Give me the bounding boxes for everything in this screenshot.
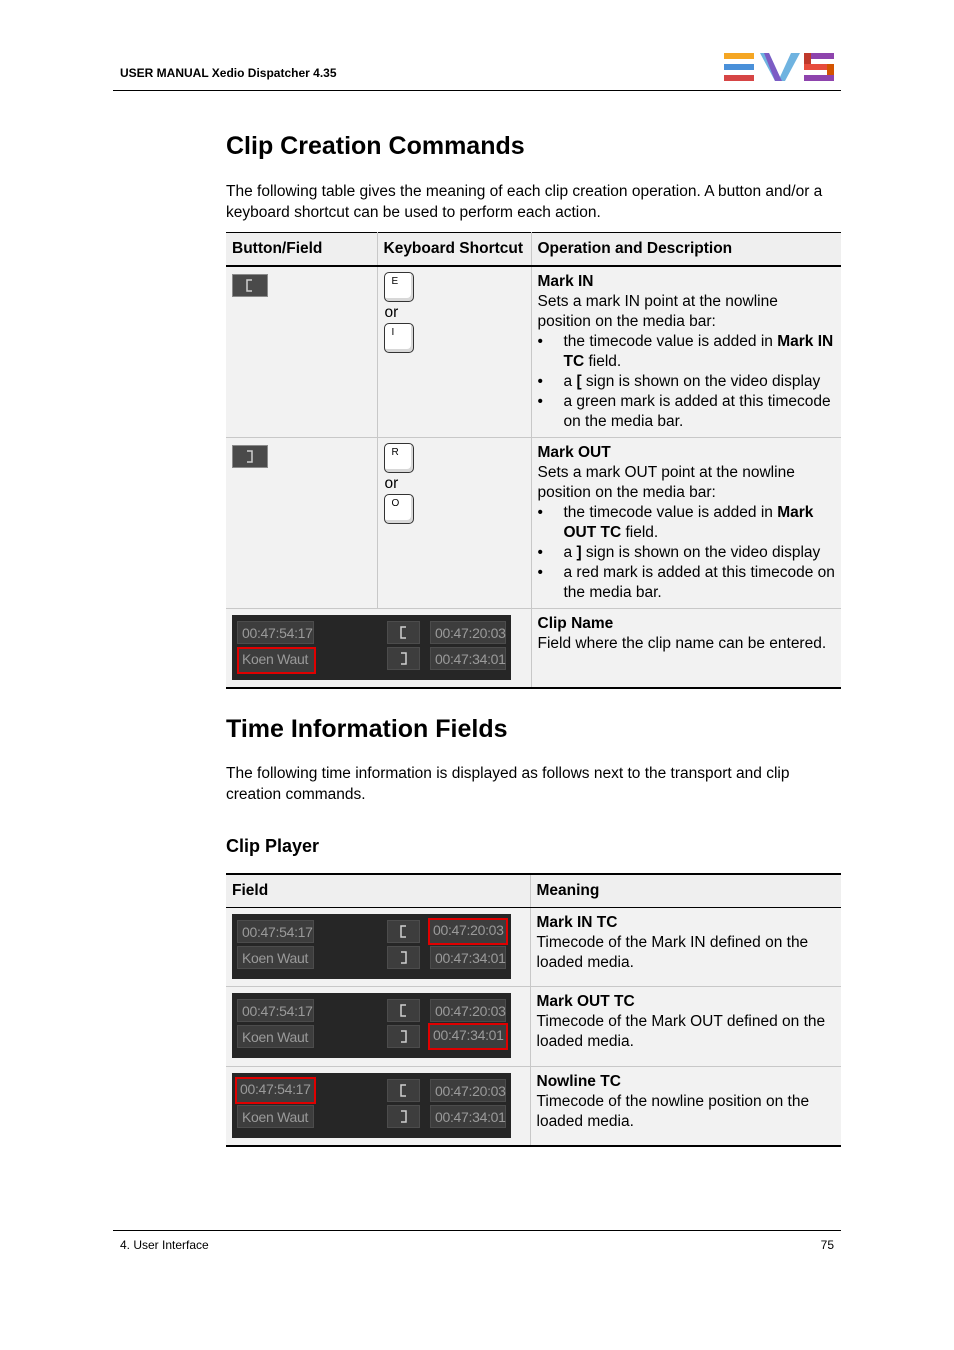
header-title: USER MANUAL Xedio Dispatcher 4.35 [120,66,337,80]
section-intro-clip-creation: The following table gives the meaning of each clip creation operation. A button and/or a keyboard shortcut can be used to perform each action. [226,183,823,221]
keyboard-key-e: E [384,272,414,302]
table-row [226,608,841,688]
operation-description: Sets a mark OUT point at the nowline position on the media bar: [537,463,795,501]
operation-bullets [538,332,836,432]
field-meaning: Timecode of the nowline position on the loaded media. [536,1092,810,1130]
table-header-row [226,874,841,907]
list-item: • the timecode value is added in Mark IN TC field. [538,332,836,372]
column-header: Button/Field [226,233,377,266]
time-information-table [226,873,841,1147]
nowline-tc-field: 00:47:54:17 [237,999,314,1022]
list-item: • a [ sign is shown on the video display [538,372,836,392]
mark-out-button[interactable] [387,647,420,670]
mark-out-button[interactable] [387,946,420,969]
mark-out-bracket-icon [388,648,419,669]
operation-description: Field where the clip name can be entered. [537,634,827,652]
operation-description: Sets a mark IN point at the nowline position on the media bar: [537,292,778,330]
header-rule [113,90,841,91]
mark-out-tc-field: 00:47:34:01 [430,647,506,670]
clip-name-field[interactable]: Koen Waut [237,1105,314,1128]
mark-in-bracket-icon [388,1080,419,1101]
list-item: • a red mark is added at this timecode on the media bar. [538,563,836,603]
mark-out-tc-field: 00:47:34:01 [428,1023,508,1050]
table-row [226,437,841,608]
mark-in-bracket-icon [388,622,419,643]
nowline-tc-field: 00:47:54:17 [237,920,314,943]
table-row [226,986,841,1066]
mark-out-bracket-icon [388,947,419,968]
mark-out-bracket-icon [388,1026,419,1047]
mark-in-tc-field: 00:47:20:03 [428,918,508,945]
operation-title: Mark IN [537,272,594,290]
operation-title: Mark OUT [537,443,611,461]
clip-player-panel [232,615,511,680]
clip-player-panel [232,1073,511,1138]
clip-creation-table [226,232,841,689]
column-header: Field [226,874,530,907]
mark-out-tc-field: 00:47:34:01 [430,1105,506,1128]
mark-in-bracket-icon [233,275,267,296]
footer-section: 4. User Interface [120,1238,209,1252]
mark-in-bracket-icon [388,1000,419,1021]
field-meaning: Timecode of the Mark IN defined on the loaded media. [536,933,809,971]
column-header: Operation and Description [531,233,841,266]
clip-name-field[interactable]: Koen Waut [237,946,314,969]
mark-in-button[interactable] [387,999,420,1022]
mark-out-bracket-icon [233,446,267,467]
clip-player-panel [232,914,511,979]
table-row [226,266,841,438]
keyboard-key-o: O [384,494,414,524]
clip-player-panel [232,993,511,1058]
mark-in-button[interactable] [387,1079,420,1102]
clip-name-field[interactable]: Koen Waut [237,1025,314,1048]
mark-out-button[interactable] [387,1025,420,1048]
mark-in-button[interactable] [387,920,420,943]
clip-name-field[interactable]: Koen Waut [237,647,316,674]
mark-out-button [232,445,268,468]
section-intro-time-information: The following time information is displayed as follows next to the transport and clip creation commands. [226,765,790,803]
mark-in-tc-field: 00:47:20:03 [430,999,506,1022]
mark-in-button [232,274,268,297]
list-item: • the timecode value is added in Mark OUT TC field. [538,503,836,543]
evs-logo [724,52,836,82]
table-header-row [226,233,841,266]
keyboard-key-r: R [384,443,414,473]
nowline-tc-field: 00:47:54:17 [237,621,314,644]
nowline-tc-field: 00:47:54:17 [235,1077,316,1104]
subsection-title-clip-player: Clip Player [226,836,320,856]
column-header: Keyboard Shortcut [377,233,531,266]
mark-out-bracket-icon [388,1106,419,1127]
table-row [226,907,841,986]
field-title: Mark OUT TC [536,992,635,1010]
mark-out-button[interactable] [387,1105,420,1128]
section-title-clip-creation: Clip Creation Commands [226,132,525,160]
mark-out-tc-field: 00:47:34:01 [430,946,506,969]
operation-bullets [538,503,836,603]
column-header: Meaning [530,874,841,907]
mark-in-button[interactable] [387,621,420,644]
mark-in-tc-field: 00:47:20:03 [430,1079,506,1102]
list-item: • a ] sign is shown on the video display [538,543,836,563]
or-label: or [384,303,399,321]
mark-in-bracket-icon [388,921,419,942]
page-number: 75 [820,1238,834,1252]
table-row [226,1066,841,1146]
section-title-time-information: Time Information Fields [226,715,508,743]
field-title: Nowline TC [536,1072,621,1090]
operation-title: Clip Name [537,614,614,632]
mark-in-tc-field: 00:47:20:03 [430,621,506,644]
field-meaning: Timecode of the Mark OUT defined on the loaded media. [536,1012,826,1050]
footer-rule [113,1230,841,1231]
list-item: • a green mark is added at this timecode on the media bar. [538,392,836,432]
keyboard-key-i: I [384,323,414,353]
field-title: Mark IN TC [536,913,618,931]
or-label: or [384,474,399,492]
